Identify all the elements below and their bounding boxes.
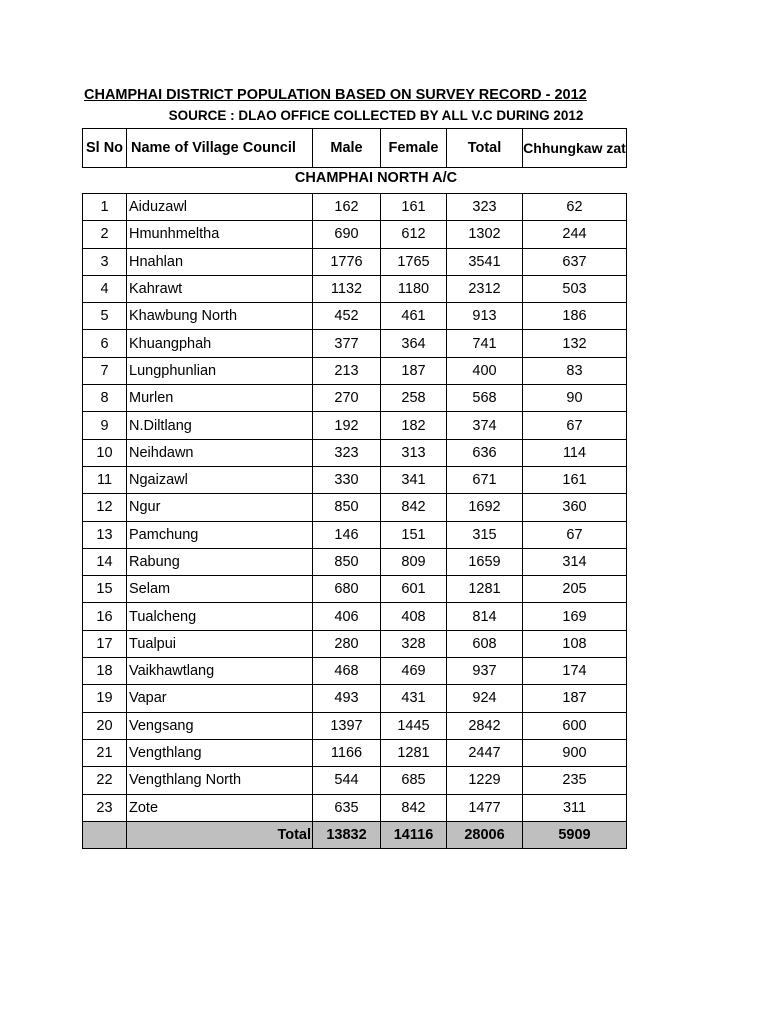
- cell-female: 1180: [381, 275, 447, 302]
- cell-village: Tualpui: [127, 630, 313, 657]
- cell-sl-no: 7: [83, 357, 127, 384]
- cell-sl-no: 12: [83, 494, 127, 521]
- cell-male: 493: [313, 685, 381, 712]
- cell-male: 377: [313, 330, 381, 357]
- cell-male: 850: [313, 494, 381, 521]
- table-row: [83, 658, 627, 685]
- cell-village: Ngaizawl: [127, 466, 313, 493]
- cell-female: 187: [381, 357, 447, 384]
- cell-total: 568: [447, 385, 523, 412]
- cell-female: 408: [381, 603, 447, 630]
- cell-male: 635: [313, 794, 381, 821]
- total-female: 14116: [381, 821, 447, 848]
- cell-male: 1132: [313, 275, 381, 302]
- cell-male: 213: [313, 357, 381, 384]
- table-row: [83, 494, 627, 521]
- cell-chhungkaw: 83: [523, 357, 627, 384]
- cell-male: 690: [313, 221, 381, 248]
- cell-chhungkaw: 637: [523, 248, 627, 275]
- cell-chhungkaw: 600: [523, 712, 627, 739]
- table-row: [83, 685, 627, 712]
- cell-village: Vengthlang North: [127, 767, 313, 794]
- cell-female: 328: [381, 630, 447, 657]
- cell-sl-no: 13: [83, 521, 127, 548]
- cell-male: 270: [313, 385, 381, 412]
- cell-village: Pamchung: [127, 521, 313, 548]
- total-male: 13832: [313, 821, 381, 848]
- table-row: [83, 412, 627, 439]
- cell-total: 315: [447, 521, 523, 548]
- table-row: [83, 603, 627, 630]
- table-row: [83, 221, 627, 248]
- header-village-council: Name of Village Council: [127, 129, 313, 168]
- population-table: [82, 193, 627, 849]
- total-total: 28006: [447, 821, 523, 848]
- cell-village: Hmunhmeltha: [127, 221, 313, 248]
- header-female: Female: [381, 129, 447, 168]
- cell-female: 341: [381, 466, 447, 493]
- table-row: [83, 521, 627, 548]
- cell-sl-no: 14: [83, 548, 127, 575]
- cell-female: 842: [381, 794, 447, 821]
- cell-total: 1659: [447, 548, 523, 575]
- cell-female: 685: [381, 767, 447, 794]
- cell-sl-no: 20: [83, 712, 127, 739]
- cell-total: 1477: [447, 794, 523, 821]
- cell-sl-no: 18: [83, 658, 127, 685]
- cell-male: 850: [313, 548, 381, 575]
- cell-village: Ngur: [127, 494, 313, 521]
- cell-female: 161: [381, 194, 447, 221]
- cell-total: 400: [447, 357, 523, 384]
- cell-chhungkaw: 900: [523, 739, 627, 766]
- cell-village: Vaikhawtlang: [127, 658, 313, 685]
- cell-female: 601: [381, 576, 447, 603]
- cell-sl-no: 6: [83, 330, 127, 357]
- cell-female: 364: [381, 330, 447, 357]
- cell-female: 809: [381, 548, 447, 575]
- cell-chhungkaw: 314: [523, 548, 627, 575]
- cell-sl-no: 2: [83, 221, 127, 248]
- cell-sl-no: 17: [83, 630, 127, 657]
- cell-chhungkaw: 108: [523, 630, 627, 657]
- table-row: [83, 630, 627, 657]
- cell-total: 2447: [447, 739, 523, 766]
- total-cell-empty: [83, 821, 127, 848]
- cell-male: 544: [313, 767, 381, 794]
- total-row: [83, 821, 627, 848]
- cell-male: 680: [313, 576, 381, 603]
- header-chhungkaw-zat: Chhungkaw zat: [523, 129, 627, 168]
- cell-chhungkaw: 161: [523, 466, 627, 493]
- cell-total: 924: [447, 685, 523, 712]
- cell-total: 814: [447, 603, 523, 630]
- section-heading: CHAMPHAI NORTH A/C: [294, 170, 458, 186]
- cell-male: 330: [313, 466, 381, 493]
- cell-male: 280: [313, 630, 381, 657]
- table-row: [83, 712, 627, 739]
- table-row: [83, 275, 627, 302]
- cell-total: 3541: [447, 248, 523, 275]
- cell-female: 469: [381, 658, 447, 685]
- cell-total: 1302: [447, 221, 523, 248]
- cell-chhungkaw: 132: [523, 330, 627, 357]
- total-label: Total: [127, 821, 313, 848]
- cell-chhungkaw: 187: [523, 685, 627, 712]
- cell-chhungkaw: 67: [523, 521, 627, 548]
- cell-chhungkaw: 244: [523, 221, 627, 248]
- cell-chhungkaw: 503: [523, 275, 627, 302]
- cell-chhungkaw: 67: [523, 412, 627, 439]
- cell-total: 323: [447, 194, 523, 221]
- header-total: Total: [447, 129, 523, 168]
- cell-village: Aiduzawl: [127, 194, 313, 221]
- cell-male: 162: [313, 194, 381, 221]
- cell-total: 1692: [447, 494, 523, 521]
- header-male: Male: [313, 129, 381, 168]
- cell-chhungkaw: 235: [523, 767, 627, 794]
- cell-sl-no: 19: [83, 685, 127, 712]
- cell-sl-no: 22: [83, 767, 127, 794]
- cell-female: 1281: [381, 739, 447, 766]
- cell-chhungkaw: 169: [523, 603, 627, 630]
- table-row: [83, 439, 627, 466]
- cell-village: Khawbung North: [127, 303, 313, 330]
- cell-total: 636: [447, 439, 523, 466]
- cell-village: Vengsang: [127, 712, 313, 739]
- cell-village: Rabung: [127, 548, 313, 575]
- cell-sl-no: 21: [83, 739, 127, 766]
- table-row: [83, 248, 627, 275]
- cell-sl-no: 4: [83, 275, 127, 302]
- cell-female: 313: [381, 439, 447, 466]
- cell-male: 1397: [313, 712, 381, 739]
- cell-male: 406: [313, 603, 381, 630]
- cell-total: 1281: [447, 576, 523, 603]
- cell-village: Kahrawt: [127, 275, 313, 302]
- cell-male: 1166: [313, 739, 381, 766]
- header-table: [82, 128, 627, 168]
- cell-chhungkaw: 174: [523, 658, 627, 685]
- cell-female: 461: [381, 303, 447, 330]
- cell-sl-no: 23: [83, 794, 127, 821]
- cell-village: Zote: [127, 794, 313, 821]
- table-row: [83, 194, 627, 221]
- cell-total: 2312: [447, 275, 523, 302]
- document-source: SOURCE : DLAO OFFICE COLLECTED BY ALL V.C DURING 2012: [168, 108, 584, 123]
- cell-total: 741: [447, 330, 523, 357]
- cell-chhungkaw: 186: [523, 303, 627, 330]
- document-title: CHAMPHAI DISTRICT POPULATION BASED ON SURVEY RECORD - 2012: [84, 87, 587, 103]
- cell-chhungkaw: 360: [523, 494, 627, 521]
- cell-village: Tualcheng: [127, 603, 313, 630]
- cell-chhungkaw: 311: [523, 794, 627, 821]
- cell-village: Murlen: [127, 385, 313, 412]
- header-sl-no: Sl No: [83, 129, 127, 168]
- table-row: [83, 794, 627, 821]
- table-row: [83, 303, 627, 330]
- cell-sl-no: 16: [83, 603, 127, 630]
- cell-sl-no: 10: [83, 439, 127, 466]
- table-row: [83, 548, 627, 575]
- table-row: [83, 330, 627, 357]
- cell-female: 1765: [381, 248, 447, 275]
- header-row: [83, 129, 627, 168]
- cell-female: 258: [381, 385, 447, 412]
- table-row: [83, 739, 627, 766]
- cell-female: 1445: [381, 712, 447, 739]
- cell-male: 452: [313, 303, 381, 330]
- cell-total: 2842: [447, 712, 523, 739]
- cell-female: 431: [381, 685, 447, 712]
- cell-male: 468: [313, 658, 381, 685]
- cell-village: Khuangphah: [127, 330, 313, 357]
- cell-village: Hnahlan: [127, 248, 313, 275]
- cell-female: 842: [381, 494, 447, 521]
- cell-female: 182: [381, 412, 447, 439]
- cell-village: Neihdawn: [127, 439, 313, 466]
- cell-female: 151: [381, 521, 447, 548]
- cell-chhungkaw: 90: [523, 385, 627, 412]
- total-chhungkaw: 5909: [523, 821, 627, 848]
- table-row: [83, 357, 627, 384]
- cell-village: Vapar: [127, 685, 313, 712]
- cell-sl-no: 1: [83, 194, 127, 221]
- cell-village: Selam: [127, 576, 313, 603]
- cell-male: 146: [313, 521, 381, 548]
- cell-total: 913: [447, 303, 523, 330]
- cell-male: 323: [313, 439, 381, 466]
- cell-sl-no: 8: [83, 385, 127, 412]
- cell-sl-no: 15: [83, 576, 127, 603]
- cell-chhungkaw: 114: [523, 439, 627, 466]
- table-row: [83, 466, 627, 493]
- cell-chhungkaw: 62: [523, 194, 627, 221]
- cell-village: N.Diltlang: [127, 412, 313, 439]
- cell-total: 608: [447, 630, 523, 657]
- cell-sl-no: 5: [83, 303, 127, 330]
- cell-total: 1229: [447, 767, 523, 794]
- cell-total: 937: [447, 658, 523, 685]
- cell-male: 192: [313, 412, 381, 439]
- cell-total: 671: [447, 466, 523, 493]
- cell-female: 612: [381, 221, 447, 248]
- cell-village: Lungphunlian: [127, 357, 313, 384]
- table-row: [83, 385, 627, 412]
- cell-village: Vengthlang: [127, 739, 313, 766]
- cell-sl-no: 3: [83, 248, 127, 275]
- table-row: [83, 576, 627, 603]
- cell-sl-no: 11: [83, 466, 127, 493]
- cell-sl-no: 9: [83, 412, 127, 439]
- table-row: [83, 767, 627, 794]
- cell-male: 1776: [313, 248, 381, 275]
- cell-chhungkaw: 205: [523, 576, 627, 603]
- cell-total: 374: [447, 412, 523, 439]
